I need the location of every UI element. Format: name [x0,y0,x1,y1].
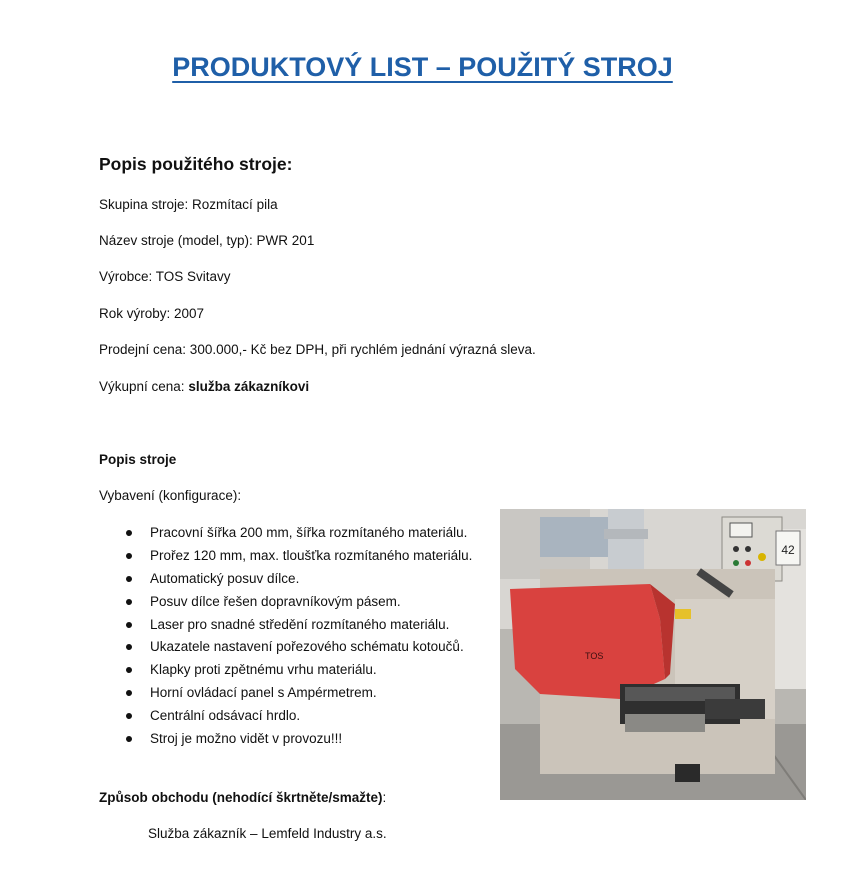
machine-photo [500,509,806,800]
list-item: Posuv dílce řešen dopravníkovým pásem. [99,591,472,614]
section-heading-trade-type [99,790,386,805]
manufacturer: Výrobce: TOS Svitavy [99,269,231,284]
trade-type-heading-colon: : [382,790,387,805]
tag-number: 42 [781,543,795,557]
page-title: PRODUKTOVÝ LIST – POUŽITÝ STROJ [172,52,673,82]
configuration-label: Vybavení (konfigurace): [99,488,242,503]
list-item: Stroj je možno vidět v provozu!!! [99,728,472,751]
list-item: Prořez 120 mm, max. tloušťka rozmítaného materiálu. [99,545,472,568]
trade-type-heading-text: Způsob obchodu (nehodící škrtněte/smažte) [99,790,383,805]
list-item: Centrální odsávací hrdlo. [99,705,472,728]
feature-list [99,522,472,751]
list-item: Klapky proti zpětnému vrhu materiálu. [99,659,472,682]
buyback-price [99,379,309,394]
red-cover [510,584,665,699]
machine-group: Skupina stroje: Rozmítací pila [99,197,278,212]
brand-mark: TOS [585,651,604,661]
section-heading-machine-description: Popis stroje [99,452,177,467]
list-item: Laser pro snadné středění rozmítaného materiálu. [99,614,472,637]
section-heading-used-machine: Popis použitého stroje: [99,154,293,174]
list-item: Horní ovládací panel s Ampérmetrem. [99,682,472,705]
machine-name: Název stroje (model, typ): PWR 201 [99,233,315,248]
year-of-manufacture: Rok výroby: 2007 [99,306,205,321]
list-item: Ukazatele nastavení pořezového schématu kotoučů. [99,636,472,659]
list-item: Automatický posuv dílce. [99,568,472,591]
trade-type-value: Služba zákazník – Lemfeld Industry a.s. [148,826,387,841]
buyback-label: Výkupní cena: [99,379,189,394]
sale-price: Prodejní cena: 300.000,- Kč bez DPH, při rychlém jednání výrazná sleva. [99,342,536,357]
buyback-value: služba zákazníkovi [188,379,310,394]
list-item: Pracovní šířka 200 mm, šířka rozmítaného materiálu. [99,522,472,545]
